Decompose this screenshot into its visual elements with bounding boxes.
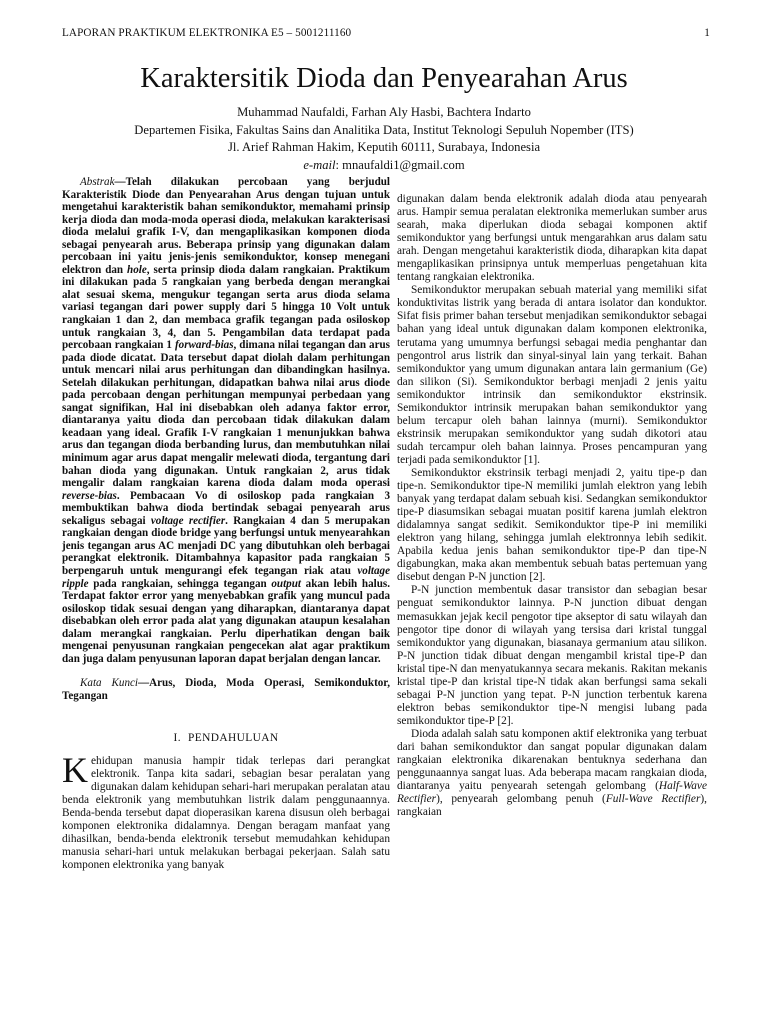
paragraph: digunakan dalam benda elektronik adalah dioda atau penyearah arus. Hampir semua peralatan elektronika memerlukan sumber arus searah, maka diperlukan dioda sebagai komponen aktif semikonduktor yang berfungsi untuk mengarahkan arus dalam satu arah. Dengan mengetahui karakteristik dioda, diharapkan kita dapat mengaplikasikan prinsipnya untuk memperluas pengetahuan kita tentang rangkaian elektronika.: [397, 193, 707, 284]
keywords: Kata Kunci—Arus, Dioda, Moda Operasi, Semikonduktor, Tegangan: [62, 677, 390, 702]
left-column: [62, 176, 390, 872]
author-affiliation: Departemen Fisika, Fakultas Sains dan Analitika Data, Institut Teknologi Sepuluh Nopember (ITS): [134, 122, 634, 137]
author-email: [0, 157, 768, 175]
keywords-lead: Kata Kunci: [80, 677, 139, 690]
section-heading: [62, 732, 390, 745]
paragraph: Dioda adalah salah satu komponen aktif elektronika yang terbuat dari bahan semikonduktor dan sangat popular digunakan dalam rangkaian elektronika dikarenakan bentuknya sederhana dan penggunaannya sangat luas. Ada beberapa macam rangkaian dioda, diantaranya yaitu penyearah setengah gelombang (Half-Wave Rectifier), penyearah gelombang penuh (Full-Wave Rectifier), rangkaian: [397, 727, 707, 819]
author-names: Muhammad Naufaldi, Farhan Aly Hasbi, Bachtera Indarto: [237, 105, 531, 119]
paragraph: Semikonduktor merupakan sebuah material yang memiliki sifat konduktivitas listrik yang berada di antara isolator dan konduktor. Sifat fisis primer bahan tersebut menjadikan semikonduktor sebagai bahan yang ideal untuk digunakan dalam komponen elektronika, terutama yang umumnya berfungsi sebagai media penghantar dan pengontrol arus listrik dan sinyal-sinyal lain yang terkait. Bahan semikonduktor yang umum digunakan antara lain germanium (Ge) dan silikon (Si). Semikonduktor berbagi menjadi 2 jenis yaitu semikonduktor intrinsik dan semikonduktor ekstrinsik. Semikonduktor intrinsik merupakan bahan semikonduktor yang belum tercapur oleh bahan lainnya (murni). Semikonduktor ekstrinsik merupakan semikonduktor yang sudah dikotori atau sudah tercampur oleh bahan lainnya. Proses pencampuran yang terjadi pada semikonduktor [1].: [397, 284, 707, 466]
paper-title: Karaktersitik Dioda dan Penyearahan Arus: [140, 63, 628, 94]
intro-paragraph: Kehidupan manusia hampir tidak terlepas dari perangkat elektronik. Tanpa kita sadari, sebagian besar peralatan yang digunakan dalam kehidupan sehari-hari merupakan peralatan atau benda elektronik yang membutuhkan listrik dalam penggunaannya. Benda-benda tersebut dapat dioperasikan karena disusun oleh berbagai komponen elektronika didalamnya. Dengan beragam manfaat yang dihasilkan, benda-benda elektronik tersebut memudahkan kehidupan manusia sehari-hari untuk melakukan berbagai pekerjaan. Salah satu komponen elektronika yang banyak: [62, 749, 390, 872]
drop-cap: K: [62, 749, 88, 790]
paragraph: Semikonduktor ekstrinsik terbagi menjadi 2, yaitu tipe-p dan tipe-n. Semikonduktor tipe-N memiliki jumlah elektron yang lebih banyak yang terdapat dalam sebuah kisi. Sedangkan semikonduktor tipe-P diasumsikan sebagai muatan positif karena jumlah elektron didalamnya sangat sedikit. Semikonduktor tipe-P ini memiliki elektron yang hilang, sehingga jumlah elektronnya lebih sedikit. Apabila kedua jenis bahan semikonduktor tipe-P dan tipe-N digabungkan, maka akan membentuk sebuah batas pertemuan yang disebut dengan P-N junction [2].: [397, 466, 707, 584]
email-label: e-mail: [303, 157, 336, 172]
abstract: Abstrak—Telah dilakukan percobaan yang berjudul Karakteristik Diode dan Penyearahan Arus dengan tujuan untuk mengetahui karakteristik bahan semikonduktor, memahami prinsip kerja dioda dan moda-moda operasi dioda, melakukan karakterisasi dioda melalui grafik I-V, dan mengaplikasikan komponen dioda sebagai penyearah arus. Beberapa prinsip yang digunakan dalam percobaan ini yaitu jenis-jenis semikonduktor, konsep menegani elektron dan hole, serta prinsip dioda dalam rangkaian. Praktikum ini dilakukan pada 5 rangkaian yang berbeda dengan merangkai alat sesuai skema, mengukur tegangan serta arus dioda selama variasi tegangan dari power supply dari 5 hingga 10 Volt untuk rangkaian 1 dan 2, dan membaca grafik tegangan pada osiloskop untuk rangkaian 3, 4, dan 5. Pengambilan data terdapat pada percobaan rangkaian 1 forward-bias, dimana nilai tegangan dan arus pada diode dicatat. Data tersebut dapat diolah dalam perhitungan untuk mencari nilai arus perhitungan dan dibandingkan hasilnya. Setelah dilakukan perhitungan, didapatkan bahwa nilai arus diode pada percobaan dengan perhitungan mempunyai perbedaan yang sangat signifikan, Hal ini disebabkan oleh adanya faktor error, diantaranya yaitu dioda dan percobaan tidak dilakukan dalam keadaan yang ideal. Grafik I-V rangkaian 1 menunjukkan bahwa arus dan tegangan dioda berbanding lurus, dan membutuhkan nilai minimum agar arus dapat mengalir melewati dioda, tergantung dari bahan dioda yang digunakan. Untuk rangkaian 2, arus tidak mengalir dalam rangkaian karena dioda dalam moda operasi reverse-bias. Pembacaan Vo di osiloskop pada rangkaian 3 membuktikan bahwa dioda bertindak sebagai penyearah arus sekaligus sebagai voltage rectifier. Rangkaian 4 dan 5 merupakan rangkaian dengan diode bridge yang berfungsi untuk menyearahkan jenis tegangan arus AC menjadi DC yang dibutuhkan oleh berbagai perangkat elektronik. Ditambahnya kapasitor pada rangkaian 5 berpengaruh untuk mengurangi efek tegangan riak atau voltage ripple pada rangkaian, sehingga tegangan output akan lebih halus. Terdapat faktor error yang menyebabkan grafik yang muncul pada osiloskop tidak sesuai dengan yang diharapkan, diantaranya dapat disebabkan oleh error pada alat yang digunakan ataupun kesalahan dalam merangkai rangkaian. Perlu diperhatikan dengan baik mengenai penyusunan rangkaian pengecekan alat agar praktikum dan juga dalam penyusunan laporan dapat berjalan dengan lancar.: [62, 176, 391, 665]
author-address: Jl. Arief Rahman Hakim, Keputih 60111, Surabaya, Indonesia: [227, 140, 541, 154]
running-title: LAPORAN PRAKTIKUM ELEKTRONIKA E5 – 5001211160: [62, 27, 352, 39]
section-number: I.: [173, 732, 181, 745]
email-value: : mnaufaldi1@gmail.com: [335, 157, 465, 172]
keywords-list: Arus, Dioda, Moda Operasi, Semikonduktor, Tegangan: [62, 677, 390, 702]
author-block: [0, 104, 768, 174]
right-column: [397, 193, 707, 819]
abstract-lead: Abstrak: [80, 176, 115, 188]
section-title: PENDAHULUAN: [187, 732, 279, 745]
paragraph: P-N junction membentuk dasar transistor dan sebagian besar penguat semikonduktor lainnya. P-N junction dibuat dengan memasukkan jejak kecil pengotor tipe akseptor di satu wilayah dan pengotor tipe donor di wilayah yang tersisa dari kristal tunggal semikonduktor yang digunakan, biasanaya germanium atau silikon. P-N junction tidak dibuat dengan mengambil kristal tipe-P dan kristal tipe-N dan menyatukannya secara mekanis. Rakitan mekanis kristal tipe-P dan kristal tipe-N tidak akan berfungsi sama sekali sebagai P-N junction yang tepat. P-N junction terbentuk karena elektron bebas semikonduktor tipe-N mengisi lubang pada semikonduktor tipe-P [2].: [397, 584, 707, 727]
page-number: 1: [704, 27, 710, 39]
